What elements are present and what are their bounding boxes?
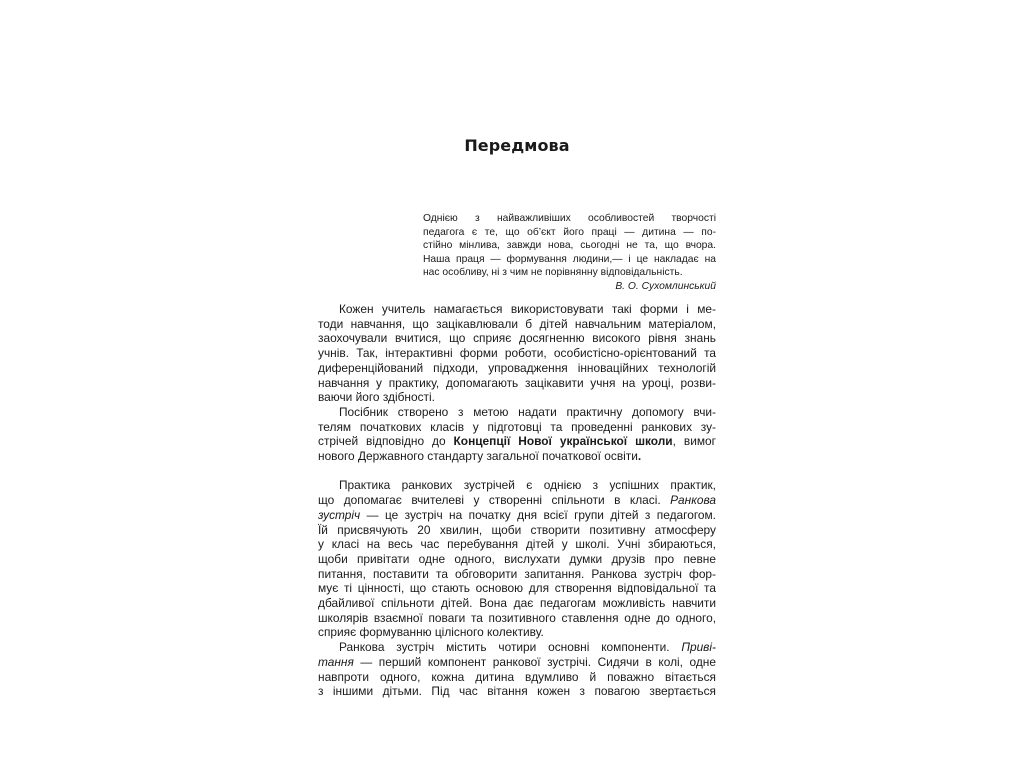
- text-run: — перший компонент ранкової зустрічі. Сидячи в колі, одне: [353, 654, 716, 669]
- text-line: заохочували вчитися, що сприяє досягненню високого рівня знань: [318, 331, 716, 346]
- text-line: диференційований підходи, упровадження інноваційних технологій: [318, 360, 716, 375]
- epigraph: [423, 212, 716, 294]
- text-line: [318, 655, 716, 670]
- epigraph-line: педагога є те, що об’єкт його праці — дитина — по-: [423, 226, 716, 238]
- text-line: Їй присвячують 20 хвилин, щоби створити позитивну атмосферу: [318, 522, 716, 537]
- text-line: [318, 508, 716, 523]
- text-line: щоби привітати одне одного, вислухати думки друзів про певне: [318, 551, 716, 566]
- paragraph-3: [318, 478, 716, 640]
- text-line: у класі на весь час перебування дітей у школі. Учні збираються,: [318, 537, 716, 552]
- term-italic: Приві-: [681, 640, 716, 655]
- page-title: Передмова: [464, 136, 570, 155]
- text-line: ваючи його здібності.: [318, 390, 435, 405]
- epigraph-line: Однією з найважливіших особливостей творчості: [423, 213, 716, 224]
- text-line: навчання у практику, допомагають зацікавити учня на уроці, розви-: [318, 375, 716, 390]
- paragraph-1: [318, 302, 716, 405]
- paragraph-2: [318, 405, 716, 464]
- text-run: що допомагає вчителеві у створенні спільноти в класі.: [318, 493, 671, 508]
- text-line: Практика ранкових зустрічей є однією з успішних практик,: [339, 478, 716, 493]
- text-line: телям початкових класів у підготовці та проведенні ранкових зу-: [318, 419, 716, 434]
- body-text: [318, 302, 716, 699]
- text-line: [318, 640, 716, 655]
- text-line: Кожен учитель намагається використовувати такі форми і ме-: [339, 302, 716, 316]
- epigraph-line: стійно мінлива, завжди нова, сьогодні не та, що вчора.: [423, 240, 716, 252]
- epigraph-author: В. О. Сухомлинський: [615, 280, 716, 292]
- concept-reference: Концепції Нової української школи: [453, 434, 673, 449]
- paragraph-gap: [318, 464, 716, 479]
- text-line: тоди навчання, що зацікавлювали б дітей навчальним матеріалом,: [318, 316, 716, 331]
- document-page: [318, 0, 716, 768]
- text-line: дбайливої спільноти дітей. Вона дає педагогам можливість навчити: [318, 596, 716, 611]
- text-run: Ранкова зустріч містить чотири основні компоненти.: [339, 640, 682, 655]
- text-line: [318, 493, 716, 508]
- text-line: питання, поставити та обговорити запитання. Ранкова зустріч фор-: [318, 566, 716, 581]
- term-italic: зустріч: [318, 507, 361, 522]
- text-line: мує ті цінності, що стають основою для створення відповідальної та: [318, 581, 716, 596]
- epigraph-line: Наша праця — формування людини,— і це накладає на: [423, 253, 716, 265]
- text-line: Посібник створено з метою надати практичну допомогу вчи-: [339, 404, 716, 419]
- term-italic: Ранкова: [670, 493, 716, 508]
- text-line: сприяє формуванню цілісного колективу.: [318, 625, 544, 640]
- text-line: [318, 449, 716, 464]
- paragraph-4: [318, 640, 716, 699]
- text-run: нового Державного стандарту загальної початкової освіти: [318, 449, 638, 464]
- term-italic: тання: [318, 654, 354, 669]
- text-run: — це зустріч на початку дня всієї групи дітей з педагогом.: [360, 507, 716, 522]
- text-run: стрічей відповідно до: [318, 434, 454, 449]
- epigraph-line: нас особливу, ні з чим не порівнянну відповідальність.: [423, 267, 683, 279]
- text-line: [318, 434, 716, 449]
- text-line: навпроти одного, кожна дитина вдумливо й поважно вітається: [318, 669, 716, 684]
- text-run: , вимог: [672, 434, 716, 449]
- text-run: .: [637, 449, 642, 464]
- text-line: школярів взаємної поваги та позитивного ставлення одне до одного,: [318, 610, 716, 625]
- text-line: учнів. Так, інтерактивні форми роботи, особистісно-орієнтований та: [318, 346, 716, 361]
- text-line: з іншими дітьми. Під час вітання кожен з повагою звертається: [318, 684, 716, 699]
